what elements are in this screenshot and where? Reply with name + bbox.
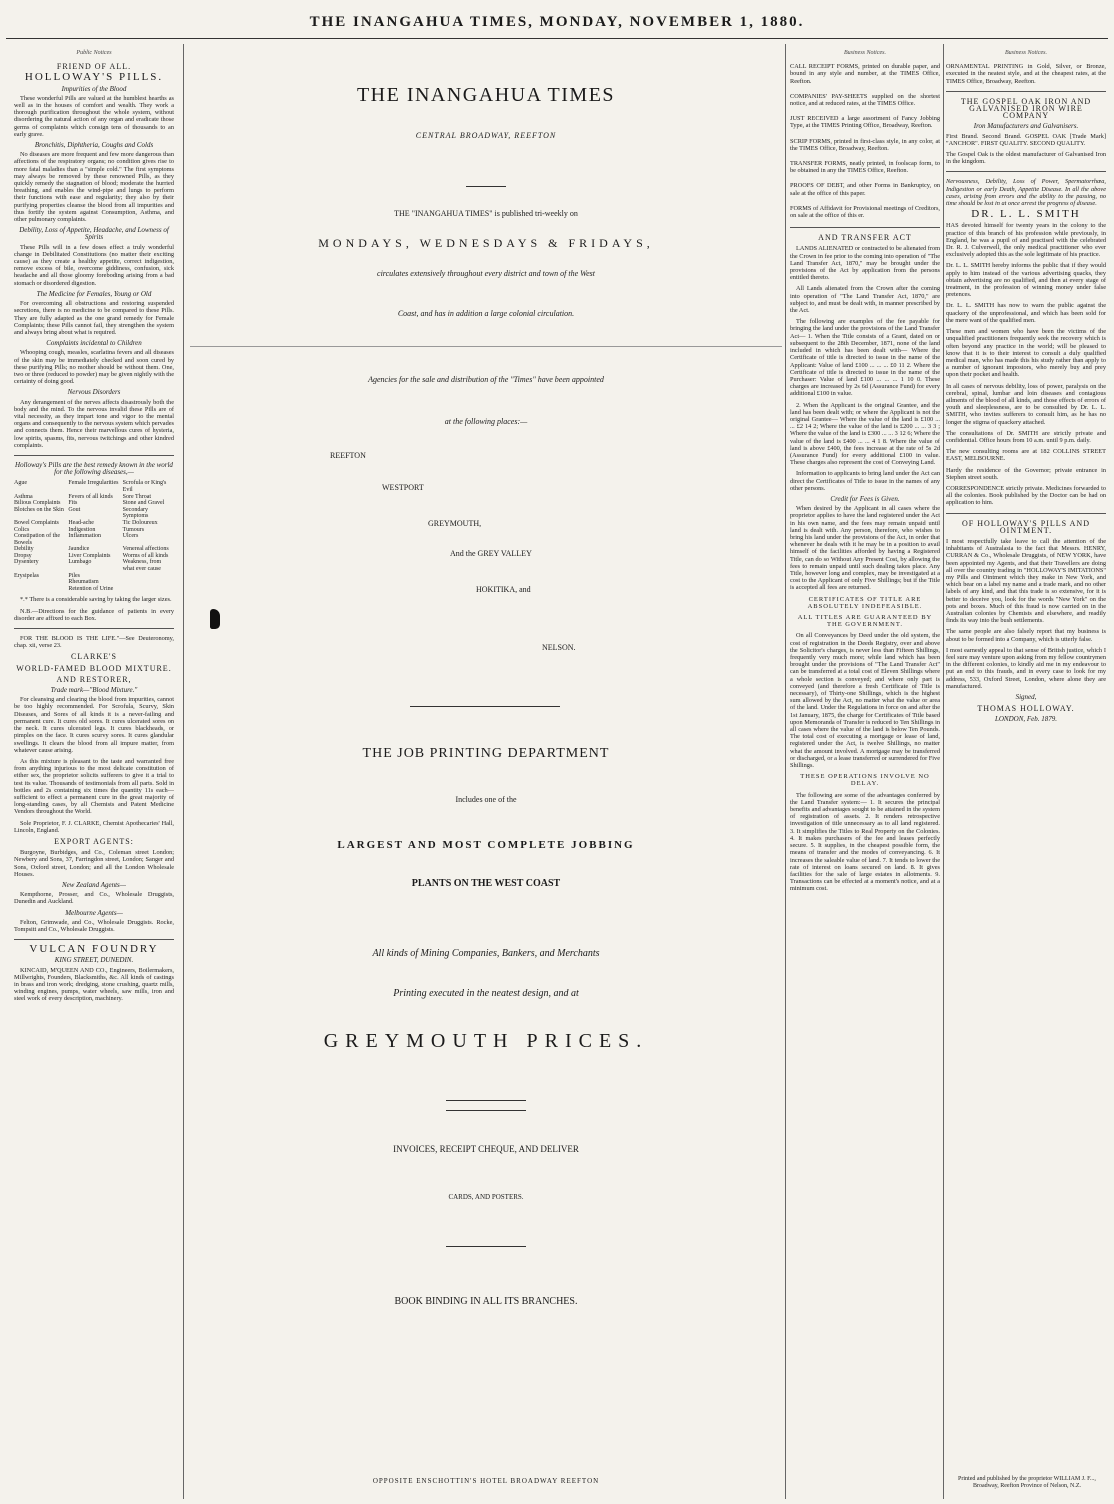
column-center-ad xyxy=(190,48,782,1498)
blood-life-ad: FOR THE BLOOD IS THE LIFE."—See Deuteronomy, chap. xii, verse 23. xyxy=(14,635,174,650)
ailment-item: Tic Doloureux xyxy=(122,519,158,526)
ailment-item: Venereal affections xyxy=(122,546,169,553)
notice-text: COMPANIES' PAY-SHEETS supplied on the shortest notice, and at reduced rates, at the TIMES Office. xyxy=(790,92,940,108)
masthead-rule xyxy=(6,38,1108,39)
ailment-item: Dysentery xyxy=(14,559,39,566)
ailment-item: Fits xyxy=(68,500,78,507)
circulation-line: circulates extensively throughout every district and town of the West xyxy=(377,269,595,278)
paragraph: In all cases of nervous debility, loss of power, paralysis on the cerebral, spinal, lumbar and loin diseases and contagious ailments of the blood of all kinds, and those effects of errors of youth and sleeplessness, are to be consulted by Dr. L. L. SMITH, who invites sufferers to consult him, as he has no longer the stigma of quackery attached. xyxy=(946,382,1106,426)
ailment-item: Ague xyxy=(14,480,27,487)
ailment-item: Constipation of the Bowels xyxy=(14,533,60,546)
notice xyxy=(790,160,940,174)
includes-line: Includes one of the xyxy=(455,795,517,804)
publication-line: THE "INANGAHUA TIMES" is published tri-weekly on xyxy=(394,209,578,218)
notice-text: CALL RECEIPT FORMS, printed on durable paper, and bound in any style and number, at the TIMES Office, Reefton. xyxy=(790,63,940,85)
note: N.B.—Directions for the guidance of patients in every disorder are affixed to each Box. xyxy=(14,607,174,622)
ailment-item: Sore Throat xyxy=(122,493,152,500)
paragraph: Dr. L. L. SMITH has now to warn the public against the quackery of the unprofessional, and which has been sold for the mere want of the qualified men. xyxy=(946,302,1106,324)
notice-text: TRANSFER FORMS, neatly printed, in foolscap form, to be obtained in any the TIMES Office, Reefton. xyxy=(790,160,940,175)
town-nelson: NELSON. xyxy=(542,643,576,652)
paragraph: Whooping cough, measles, scarlatina fevers and all diseases of the skin may be immediately checked and soon cured by these purifying Pills; no mother should be without them. One, two or three (reduced to powder) may be given nightly with the certainty of doing good. xyxy=(14,349,174,386)
divider xyxy=(14,939,174,940)
mixture-heading: WORLD-FAMED BLOOD MIXTURE. xyxy=(16,663,172,673)
divider xyxy=(14,455,174,456)
paragraph: As this mixture is pleasant to the taste and warranted free from anything injurious to the most delicate constitution of either sex, the proprietor solicits sufferers to give it a trial to test its value. Thousands of testimonials from all parts. Sold in bottles and 2s containing six times the quantity 11s each—sufficient to effect a permanent cure in the great majority of long-standing cases, by all Chemists and Patent Medicine Vendors throughout the World. xyxy=(14,757,174,816)
ornamental-notice: ORNAMENTAL PRINTING in Gold, Silver, or Bronze, executed in the neatest style, and at the cheapest rates, at the TIMES Office, Broadway, Reefton. xyxy=(946,63,1106,85)
paragraph: LANDS ALIENATED or contracted to be alienated from the Crown in fee prior to the coming into operation of "The Land Transfer Act, 1870," may be brought under the provisions of the Act by application from the persons entitled thereto. xyxy=(790,245,940,282)
coast-line: Coast, and has in addition a large colonial circulation. xyxy=(397,309,575,318)
clarkes-heading: CLARKE'S xyxy=(71,652,117,662)
ailments-list xyxy=(14,480,174,592)
ailment-item: Stone and Gravel xyxy=(122,500,165,507)
nz-heading: New Zealand Agents— xyxy=(61,880,127,889)
column-business-notices xyxy=(790,48,940,1498)
cards-line: CARDS, AND POSTERS. xyxy=(448,1193,524,1201)
operations-heading: THESE OPERATIONS INVOLVE NO DELAY. xyxy=(800,773,930,788)
titles-heading: ALL TITLES ARE GUARANTEED BY THE GOVERNMENT. xyxy=(797,614,933,629)
paragraph: I most respectfully take leave to call the attention of the inhabitants of Australasia to the fact that Messrs. HENRY, CURRAN & Co., Wholesale Druggists, of NEW YORK, have been appointed my Agents, and that their Travellers are doing all over the country trading in "HOLLOWAY'S IMITATIONS" my Pills and Ointment which they make in New York, and which bear on a label my name and a trade mark, and no other labels of any kind, and that this trade is so extensive, for it is better to deceive you, look for the words "New York" on the pots and boxes. Much of this fraud is now carried on in the Australian colonies by Chemists and elsewhere, and readily finds its way into the bush settlements. xyxy=(946,537,1106,625)
gospel-oak-heading: THE GOSPEL OAK IRON AND GALVANISED IRON WIRE COMPANY xyxy=(960,96,1092,121)
subheading: Debility, Loss of Appetite, Headache, and Lowness of Spirits xyxy=(19,226,169,242)
paragraph: Hardy the residence of the Governor; private entrance in Stephen street south. xyxy=(946,466,1106,481)
ailment-item: Gout xyxy=(68,506,81,513)
ailment-item xyxy=(123,573,174,580)
paragraph: 2. When the Applicant is the original Grantee, and the land has been dealt with; or where the Applicant is not the original Grantee— Where the value of the land is £100 ... ... £2 14 2; Where the value of the land is £200 ... ... 3 3 ; Where the value of the land is £300 ... ... 3 12 6; Where the value of the land is £400 ... ... 4 1 8. Where the value of land is above £400, the fees increase at the rate of 5s 2d (Assurance Fund) for every additional £100 in value. These charges also represent the cost of Conveying Land. xyxy=(790,401,940,467)
paragraph: When desired by the Applicant in all cases where the proprietor applies to have the land registered under the Act in his own name, and the fees may remain unpaid until land is dealt with. Any person, therefore, who wishes to bring his land under the provisions of the Act, in order that whenever he deals with it he may be in a position to avail himself of the facilities afforded by having a Registered Title, can do so Without Any Present Cost, by allowing the fees to remain unpaid until such dealing takes place. Any Title, however long and complex, may be investigated at a cost to the Applicant of only Five Shillings; but if the Title is accepted all fees are returned. xyxy=(790,505,940,592)
column-public-notices xyxy=(14,48,174,1498)
address: CENTRAL BROADWAY, REEFTON xyxy=(415,131,557,140)
date: LONDON, Feb. 1879. xyxy=(994,715,1058,724)
doctor-heading: DR. L. L. SMITH xyxy=(971,208,1081,221)
kinds-line: All kinds of Mining Companies, Bankers, and Merchants xyxy=(372,948,600,959)
note: *.* There is a considerable saving by taking the larger sizes. xyxy=(20,596,172,604)
column-rule xyxy=(183,44,184,1499)
divider xyxy=(466,186,506,187)
divider xyxy=(190,346,782,347)
melbourne-agents: Felton, Grimwade, and Co., Wholesale Druggists. Rocke, Tompsitt and Co., Wholesale Druggists. xyxy=(14,918,174,933)
holloway-heading: HOLLOWAY'S PILLS. xyxy=(24,71,164,84)
ailment-item: Worms of all kinds xyxy=(122,552,169,559)
paragraph: The Gospel Oak is the oldest manufacturer of Galvanised Iron in the kingdom. xyxy=(946,151,1106,166)
ailment-item: Blotches on the Skin xyxy=(14,506,64,513)
paragraph: The following are examples of the fee payable for bringing the land under the provisions of the Land Transfer Act— 1. When the Title consists of a Grant, dated on or subsequent to the 28th December, 1871, none of the land included in which has been dealt with— Where the Certificate of title is directed to issue in the name of the Applicant: Value of land £100 ... ... ... £0 11 2. Where the Certificate of title is directed to issue in the name of the Purchaser: Value of land £100 ... ... ... 1 10 0. These charges are increased by 2s 6d (Assurance Fund) for every additional £100 in value. xyxy=(790,318,940,398)
paragraph: No diseases are more frequent and few more dangerous than affections of the respiratory organs; no condition gives rise to more fatal maladies than a "simple cold." The first symptoms may always be removed by these renowned Pills, as they quickly remedy the stagnation of blood; moderate the hurried breathing, and enables the wind-pipe and lungs to perform their functions with ease and regularity; they also by their purifying properties cleanse the blood from all impurities and thus fortify the system against Consumption, Asthma, and other pulmonary complaints. xyxy=(14,151,174,224)
divider xyxy=(446,1246,526,1247)
vulcan-heading: VULCAN FOUNDRY xyxy=(29,943,159,956)
paragraph: These men and women who have been the victims of the unqualified practitioners frequently seek the recovery which is often beyond any practice in the world; will be pleased to know that it is to their interest to consult a duly qualified medical man, who has made this his study rather than apply to a number of ignorant impostors, who merely buy and prey upon their pocket and health. xyxy=(946,328,1106,379)
divider xyxy=(946,171,1106,172)
ailment-item: Tumours xyxy=(122,526,145,533)
ailment-item: Ulcers xyxy=(122,533,139,540)
ailment-item: Jaundice xyxy=(68,546,90,553)
printing-line: Printing executed in the neatest design, and at xyxy=(393,988,579,999)
prices-line: GREYMOUTH PRICES. xyxy=(323,1030,649,1052)
ink-blot xyxy=(210,609,220,629)
nz-agents: Kempthorne, Prosser, and Co., Wholesale Druggists, Dunedin and Auckland. xyxy=(14,891,174,906)
divider xyxy=(790,227,940,228)
paragraph: The consultations of Dr. SMITH are strictly private and confidential. Office hours from 10 a.m. until 9 p.m. daily. xyxy=(946,429,1106,444)
notice-text: PROOFS OF DEBT, and other Forms in Bankruptcy, on sale at the office of this paper. xyxy=(790,182,940,197)
ailment-item: Bilious Complaints xyxy=(14,500,61,507)
address-footer: OPPOSITE ENSCHOTTIN'S HOTEL BROADWAY REEFTON xyxy=(372,1477,600,1485)
ailment-item: Fevers of all kinds xyxy=(68,493,113,500)
ailment-item: Dropsy xyxy=(14,552,32,559)
ailment-item xyxy=(14,586,65,593)
notice xyxy=(790,93,940,107)
job-printing-heading: THE JOB PRINTING DEPARTMENT xyxy=(362,746,610,761)
agencies-line: Agencies for the sale and distribution of the "Times" have been appointed xyxy=(368,375,604,384)
ailment-item xyxy=(14,579,65,586)
town-hokitika: HOKITIKA, and xyxy=(476,585,531,594)
export-heading: EXPORT AGENTS: xyxy=(54,836,134,846)
paragraph: Any derangement of the nerves affects disastrously both the body and the mind. To the nervous invalid these Pills are of vital necessity, as they impart tone and vigor to the mental organs and consequently to the nervous system which pervades and connects them. Hence their marvellous cures of hysteria, low spirits, spasms, fits, nervous twitchings and other kindred complaints. xyxy=(14,398,174,449)
divider xyxy=(446,1110,526,1111)
ailment-item: Asthma xyxy=(14,493,33,500)
notice-text: JUST RECEIVED a large assortment of Fancy Jobbing Type, at the TIMES Printing Office, Broadway, Reefton. xyxy=(790,115,940,130)
binding-line: BOOK BINDING IN ALL ITS BRANCHES. xyxy=(394,1296,578,1307)
divider xyxy=(946,91,1106,92)
ailment-item xyxy=(123,579,174,586)
notice-text: FORMS of Affidavit for Provisional meetings of Creditors, on sale at the office of this er. xyxy=(790,204,940,220)
ailment-item: Retention of Urine xyxy=(68,585,114,592)
melbourne-heading: Melbourne Agents— xyxy=(65,908,123,917)
paragraph: Information to applicants to bring land under the Act can direct the Certificates of Title to issue in the names of any other persons. xyxy=(790,470,940,492)
paragraph: KINCAID, M'QUEEN AND CO., Engineers, Boilermakers, Millwrights, Founders, Blacksmiths, &c. All kinds of castings in brass and iron work; dredging, stone crushing, quartz mills, winding engines, pumps, water wheels, saw mills, iron and steel work of every description, machinery. xyxy=(14,966,174,1003)
masthead: THE INANGAHUA TIMES, MONDAY, NOVEMBER 1, 1880. xyxy=(309,14,805,30)
paragraph: These Pills will in a few doses effect a truly wonderful change in Debilitated Constitutions (no matter their exciting cause) as they create a healthy appetite, correct indigestion, remove excess of bile, overcome giddiness, confusion, sick headache and all those gloomy foreboding arising from a bad stomach or disordered digestion. xyxy=(14,243,174,287)
paragraph: The following are some of the advantages conferred by the Land Transfer system:— 1. It secures the principal benefits and advantages sought to be attained in the system of registration of assets. 2. It renders retrospective investigation of title unnecessary as to all land registered. 3. It simplifies the Titles to Real Property on the Colonies. 4. It makes purchasers of the fee and leases perfectly secure. 5. It supplies, in the cheapest possible form, the means of transfer and the modes of conveyancing. 6. It increases the saleable value of land. 7. It tends to lower the rate of interest on loans secured on land. 8. It gives facilities for the sale of large estates in allotments. 9. Transactions can be effected at a moment's notice, and at a minimum cost. xyxy=(790,791,940,893)
notice xyxy=(790,182,940,196)
proprietor: Sole Proprietor, F. J. CLARKE, Chemist Apothecaries' Hall, Lincoln, England. xyxy=(14,819,174,834)
town-westport: WESTPORT xyxy=(382,483,424,492)
plants-line: PLANTS ON THE WEST COAST xyxy=(411,878,561,889)
notice xyxy=(790,138,940,152)
gospel-oak-subheading: Iron Manufacturers and Galvanisers. xyxy=(973,122,1079,131)
column-rule xyxy=(943,44,944,1499)
divider xyxy=(946,513,1106,514)
restorer-heading: AND RESTORER, xyxy=(56,674,132,684)
ailment-item: Inflammation xyxy=(68,533,101,540)
notice xyxy=(790,115,940,129)
largest-line: LARGEST AND MOST COMPLETE JOBBING xyxy=(337,839,635,851)
town-reefton: REEFTON xyxy=(330,451,366,460)
column-rule xyxy=(785,44,786,1499)
divider xyxy=(410,706,560,707)
brands: First Brand. Second Brand. GOSPEL OAK [Trade Mark] "ANCHOR". FIRST QUALITY. SECOND QUALITY. xyxy=(946,132,1106,147)
consulting-rooms: The new consulting rooms are at 182 COLLINS STREET EAST, MELBOURNE. xyxy=(946,448,1106,463)
paragraph: Nervousness, Debility, Loss of Power, Spermatorrhœa, Indigestion or early Death, Appetite Disease. In all the above cases, arising from errors and the ability to the passing, no time should be lost in at once arrest the progress of disease. xyxy=(946,178,1106,208)
trade-mark: Trade mark—"Blood Mixture." xyxy=(50,686,138,695)
notice-text: SCRIP FORMS, printed in first-class style, in any color, at the TIMES Office, Broadway, Reefton. xyxy=(790,137,940,152)
ailment-item xyxy=(123,586,174,593)
ailment-item: Liver Complaints xyxy=(68,552,111,559)
invoices-line: INVOICES, RECEIPT CHEQUE, AND DELIVER xyxy=(393,1144,579,1154)
paragraph: These wonderful Pills are valued at the humblest hearths as well as in the houses of comfort and wealth. They work a thorough purification throughout the whole system, without disordering the natural action of any organ and eradicate those germs of complaints which consign tens of thousands to an early grave. xyxy=(14,94,174,138)
ailment-item: Colics xyxy=(14,526,30,533)
section-label: Business Notices. xyxy=(1005,50,1047,56)
town-grey-valley: And the GREY VALLEY xyxy=(450,549,532,558)
holloway-caution-heading: OF HOLLOWAY'S PILLS AND OINTMENT. xyxy=(962,518,1090,535)
paragraph: I most earnestly appeal to that sense of British justice, which I feel sure may venture upon asking from my fellow countrymen in the different colonies, to kindly aid me in my endeavour to put an end to this frauds, and in every case to look for my address, 533, Oxford Street, London, where alone they are manufactured. xyxy=(946,646,1106,690)
ailment-item: Lumbago xyxy=(68,559,92,566)
section-label: Public Notices xyxy=(76,50,112,56)
paragraph: Dr. L. L. SMITH hereby informs the public that if they would apply to him instead of the various advertising quacks, they obtain advertising are no qualified, and then at every stage of treatment, in the profession of winning money under false pretences. xyxy=(946,262,1106,299)
publication-days: MONDAYS, WEDNESDAYS & FRIDAYS, xyxy=(318,236,654,250)
ailment-item: Piles xyxy=(68,572,80,579)
vulcan-subheading: KING STREET, DUNEDIN. xyxy=(54,956,134,965)
ailment-item: Debility xyxy=(14,546,34,553)
subheading: Impurities of the Blood xyxy=(61,84,127,93)
signed: Signed, xyxy=(1015,693,1037,702)
ailment-item: Female Irregularities xyxy=(68,480,119,487)
ailment-item: Scrofula or King's Evil xyxy=(122,480,167,493)
imprint: Printed and published by the proprietor WILLIAM J. F..., Broadway, Reefton Province of Nelson, N.Z. xyxy=(958,1476,1096,1489)
ailment-item: Head-ache xyxy=(68,519,94,526)
divider xyxy=(446,1100,526,1101)
agents: Burgoyne, Burbidges, and Co., Coleman street London; Newbery and Sons, 37, Farringdon street, London; Sanger and Sons, Oxford street, London; and all the London Wholesale Houses. xyxy=(14,849,174,878)
section-label: Business Notices. xyxy=(844,50,886,56)
friend-heading: FRIEND OF ALL. xyxy=(56,62,132,72)
subheading: The Medicine for Females, Young or Old xyxy=(36,289,152,298)
ailment-item: Weakness, from what ever cause xyxy=(122,559,162,573)
ailment-item: Rheumatism xyxy=(68,579,99,586)
subheading: Complaints incidental to Children xyxy=(46,339,142,348)
land-transfer-heading: AND TRANSFER ACT xyxy=(818,233,912,243)
ailment-item: Erysipelas xyxy=(14,572,39,579)
paragraph: On all Conveyances by Deed under the old system, the cost of registration in the Deeds Registry, over and above the Solicitor's charges, is never less than Fifteen Shillings, frequently very much more; while land which has been brought under the provisions of "The Land Transfer Act" can be transferred at a total cost of Eleven Shillings where a whole section is conveyed; and where only part is conveyed (and therefore a fresh Certificate of Title is necessary), of Thirty-one Shillings, which is the highest sum allowed by the Act, no matter what the value or area of the land. Under the Regulations in force on and after the 1st January, 1875, the charge for Certificates of Title based upon Memoranda of Transfer is reduced to Ten Shillings in all cases where the value of the land is below Ten Pounds. The total cost of executing a mortgage or lease of land, registered under the Act, is twelve Shillings, no matter what the amount involved. A mortgage may be transferred or discharged, or a lease transferred or surrendered for Five Shillings. xyxy=(790,632,940,770)
town-greymouth: GREYMOUTH, xyxy=(428,519,482,528)
subheading: Nervous Disorders xyxy=(67,388,121,397)
column-business-notices-2 xyxy=(946,48,1106,1473)
paragraph: All Lands alienated from the Crown after the coming into operation of "The Land Transfer Act, 1870," are subject to, and must be dealt with, in manner prescribed by the Act. xyxy=(790,285,940,315)
notice xyxy=(790,63,940,85)
ailment-item: Bowel Complaints xyxy=(14,519,59,526)
signature-name: THOMAS HOLLOWAY. xyxy=(977,704,1075,714)
ailment-item: Indigestion xyxy=(68,526,96,533)
ailment-item: Secondary Symptoms xyxy=(122,506,149,520)
ailments-intro: Holloway's Pills are the best remedy known in the world for the following diseases,— xyxy=(15,460,173,477)
divider xyxy=(14,628,174,629)
paragraph: For cleansing and clearing the blood from impurities, cannot be too highly recommended. For Scrofula, Scurvy, Skin Diseases, and Sores of all kinds it is a never-failing and permanent cure. It cures old sores. It cures ulcerated sores on the neck. It cures ulcerated legs. It cures blackheads, or pimples on the face. It cures scurvy sores. It cures glandular swellings. It clears the blood from all impure matter, from whatever cause arising. xyxy=(14,696,174,754)
paragraph: For overcoming all obstructions and restoring suspended secretions, there is no medicine to be compared to these Pills. They are fully adapted as the one grand remedy for Female Complaints; these Pills cannot fail, they strengthen the system and always bring about what is required. xyxy=(14,300,174,336)
notice xyxy=(790,205,940,219)
paragraph: The same people are also falsely report that my business is about to be formed into a Company, which is utterly false. xyxy=(946,628,1106,643)
certificates-heading: CERTIFICATES OF TITLE ARE ABSOLUTELY INDEFEASIBLE. xyxy=(807,595,923,610)
subheading: Credit for Fees is Given. xyxy=(830,494,900,503)
paper-title: THE INANGAHUA TIMES xyxy=(356,84,616,106)
paragraph: CORRESPONDENCE strictly private. Medicines forwarded to all the colonies. Book published by the Doctor can be had on application to him. xyxy=(946,484,1106,507)
places-line: at the following places:— xyxy=(444,417,528,426)
paragraph: HAS devoted himself for twenty years in the colony to the practice of this branch of his profession while previously, in England, he was a pupil of and practised with the celebrated Dr. R. J. Culverwell, the only medical practitioner who ever exclusively adopted this as the sole legitimate of his practice. xyxy=(946,222,1106,259)
subheading: Bronchitis, Diphtheria, Coughs and Colds xyxy=(34,141,154,150)
